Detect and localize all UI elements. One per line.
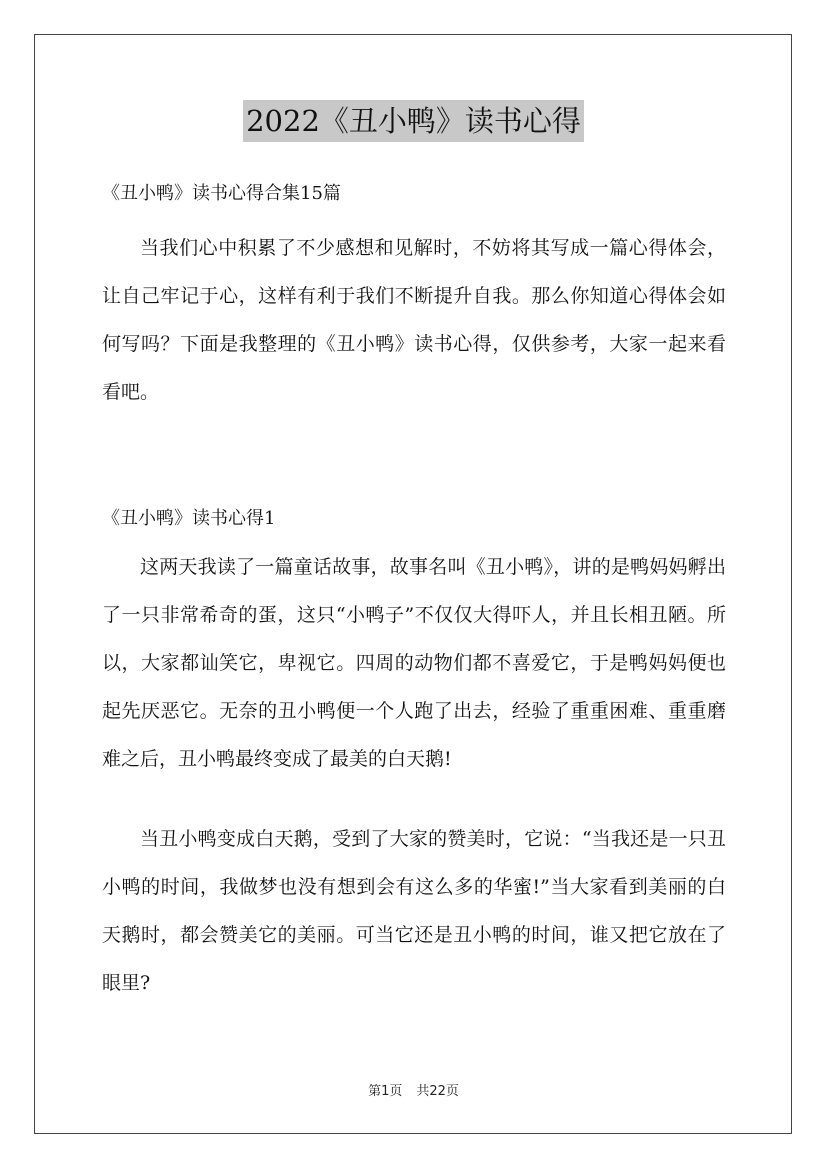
intro-paragraph: 当我们心中积累了不少感想和见解时，不妨将其写成一篇心得体会，让自己牢记于心，这样有利于我们不断提升自我。那么你知道心得体会如何写吗？下面是我整理的《丑小鸭》读书心得，仅供参考，大家一起来看看吧。 — [102, 237, 726, 403]
page-number: 第1页 — [368, 1084, 403, 1099]
body-paragraph-2: 当丑小鸭变成白天鹅，受到了大家的赞美时，它说：“当我还是一只丑小鸭的时间，我做梦也没有想到会有这么多的华蜜!”当大家看到美丽的白天鹅时，都会赞美它的美丽。可当它还是丑小鸭的时间，谁又把它放在了眼里? — [102, 828, 726, 994]
page-footer — [0, 1083, 827, 1101]
section-heading: 《丑小鸭》读书心得1 — [102, 508, 276, 529]
body-paragraph-1: 这两天我读了一篇童话故事，故事名叫《丑小鸭》，讲的是鸭妈妈孵出了一只非常希奇的蛋，这只“小鸭子”不仅仅大得吓人，并且长相丑陋。所以，大家都讪笑它，卑视它。四周的动物们都不喜爱它，于是鸭妈妈便也起先厌恶它。无奈的丑小鸭便一个人跑了出去，经验了重重困难、重重磨难之后，丑小鸭最终变成了最美的白天鹅! — [102, 556, 726, 770]
document-subtitle: 《丑小鸭》读书心得合集15篇 — [102, 183, 341, 204]
page-total: 共22页 — [416, 1084, 459, 1099]
title-container — [0, 100, 827, 142]
document-title: 2022《丑小鸭》读书心得 — [243, 100, 584, 142]
